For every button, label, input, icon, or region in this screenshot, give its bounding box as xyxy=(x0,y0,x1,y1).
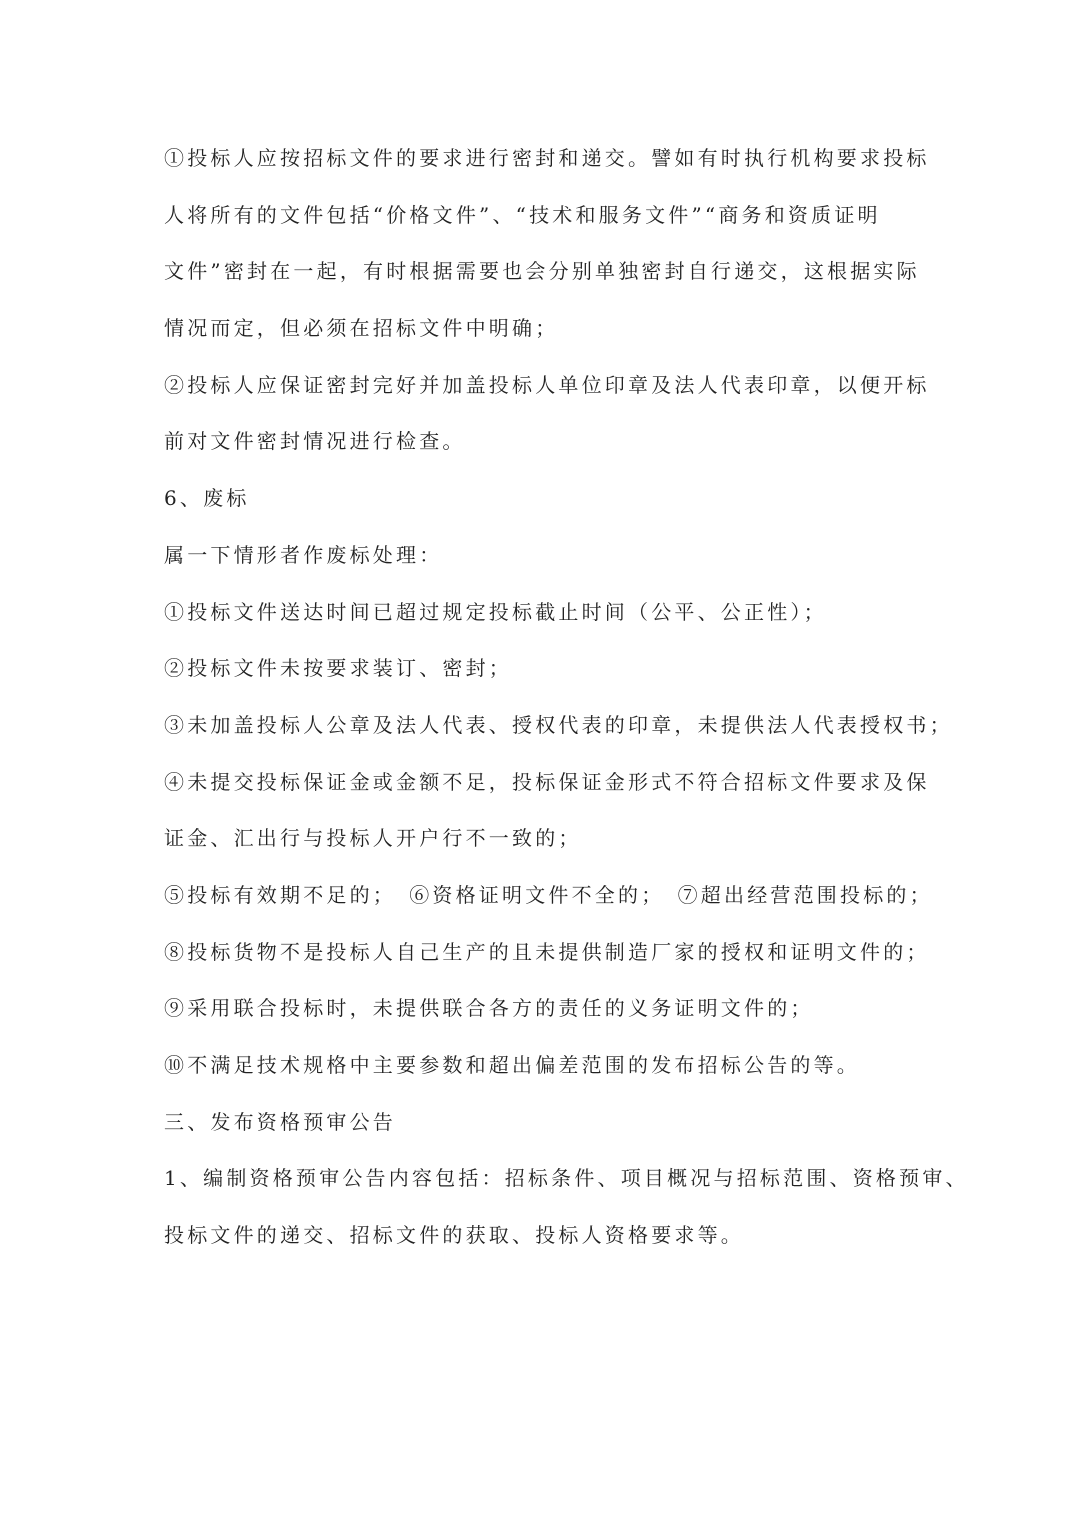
text-line: ②投标人应保证密封完好并加盖投标人单位印章及法人代表印章，以便开标 xyxy=(164,372,930,397)
text-line: 证金、汇出行与投标人开户行不一致的； xyxy=(164,826,582,851)
text-line: 前对文件密封情况进行检查。 xyxy=(164,429,466,454)
text-line: 人将所有的文件包括“价格文件”、“技术和服务文件”“商务和资质证明 xyxy=(164,202,881,227)
text-line: 情况而定，但必须在招标文件中明确； xyxy=(164,316,559,341)
text-line: 1、编制资格预审公告内容包括：招标条件、项目概况与招标范围、资格预审、 xyxy=(164,1166,969,1191)
text-line: 属一下情形者作废标处理： xyxy=(164,542,443,567)
list-item: ②投标文件未按要求装订、密封； xyxy=(164,656,512,681)
text-line: 文件”密封在一起，有时根据需要也会分别单独密封自行递交，这根据实际 xyxy=(164,259,920,284)
list-item: ①投标文件送达时间已超过规定投标截止时间（公平、公正性）； xyxy=(164,599,827,624)
text-line: ①投标人应按招标文件的要求进行密封和递交。譬如有时执行机构要求投标 xyxy=(164,146,930,170)
list-item: ⑨采用联合投标时，未提供联合各方的责任的义务证明文件的； xyxy=(164,996,814,1021)
document-body xyxy=(164,130,969,1264)
list-item: ③未加盖投标人公章及法人代表、授权代表的印章，未提供法人代表授权书； xyxy=(164,712,953,737)
list-item: ④未提交投标保证金或金额不足，投标保证金形式不符合招标文件要求及保 xyxy=(164,769,930,794)
list-item: ⑧投标货物不是投标人自己生产的且未提供制造厂家的授权和证明文件的； xyxy=(164,939,930,964)
section-heading: 三、发布资格预审公告 xyxy=(164,1109,396,1134)
list-item: ⑩不满足技术规格中主要参数和超出偏差范围的发布招标公告的等。 xyxy=(164,1053,860,1077)
text-line: 投标文件的递交、招标文件的获取、投标人资格要求等。 xyxy=(164,1223,744,1248)
section-heading: 6、废标 xyxy=(164,486,250,511)
list-item: ⑤投标有效期不足的； ⑥资格证明文件不全的； ⑦超出经营范围投标的； xyxy=(164,882,933,907)
